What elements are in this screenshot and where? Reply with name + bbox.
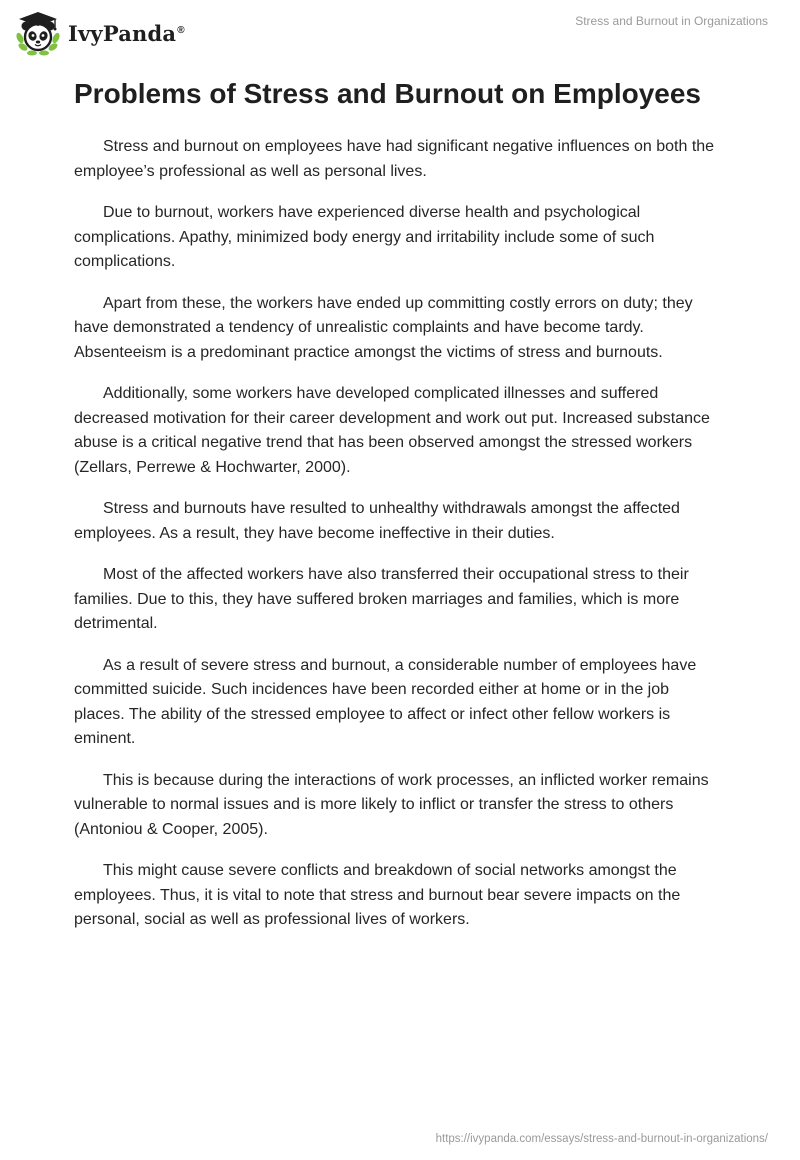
article-paragraph: Due to burnout, workers have experienced diverse health and psychological complications. Apathy, minimized body energy and irritability include some of such complications. [74,204,655,270]
article-paragraph: This is because during the interactions of work processes, an inflicted worker remains vulnerable to normal issues and is more likely to inflict or transfer the stress to others (Antoniou & Cooper, 2005). [74,771,709,838]
article-paragraph: Stress and burnouts have resulted to unhealthy withdrawals amongst the affected employees. As a result, they have become ineffective in their duties. [74,500,680,542]
brand-name: IvyPanda® [68,20,185,46]
article-paragraph: As a result of severe stress and burnout, a considerable number of employees have committed suicide. Such incidences have been recorded either at home or in the job places. The ability of the stressed employee to affect or infect other fellow workers is eminent. [74,656,697,747]
ivypanda-logo[interactable] [14,8,185,56]
running-title: Stress and Burnout in Organizations [575,14,768,28]
source-url[interactable]: https://ivypanda.com/essays/stress-and-burnout-in-organizations/ [435,1133,768,1145]
article-paragraph: This might cause severe conflicts and breakdown of social networks amongst the employees. Thus, it is vital to note that stress and burnout bear severe impacts on the personal, social as well as professional lives of workers. [74,862,681,928]
article-title: Problems of Stress and Burnout on Employees [74,78,702,109]
panda-graduation-cap-icon [14,8,62,56]
registered-mark: ® [177,24,185,36]
article-paragraph: Additionally, some workers have developed complicated illnesses and suffered decreased motivation for their career development and work out put. Increased substance abuse is a critical negative trend that has been observed amongst the stressed workers (Zellars, Perrewe & Hochwarter, 2000). [74,385,710,476]
article-paragraph: Apart from these, the workers have ended up committing costly errors on duty; they have demonstrated a tendency of unrealistic complaints and have become tardy. Absenteeism is a predominant practice amongst the victims of stress and burnouts. [74,294,693,361]
article-paragraph: Most of the affected workers have also transferred their occupational stress to their families. Due to this, they have suffered broken marriages and families, which is more detrimental. [74,566,689,632]
page-header [0,0,800,70]
article [74,74,724,950]
article-paragraph: Stress and burnout on employees have had significant negative influences on both the employee’s professional as well as personal lives. [74,138,715,180]
